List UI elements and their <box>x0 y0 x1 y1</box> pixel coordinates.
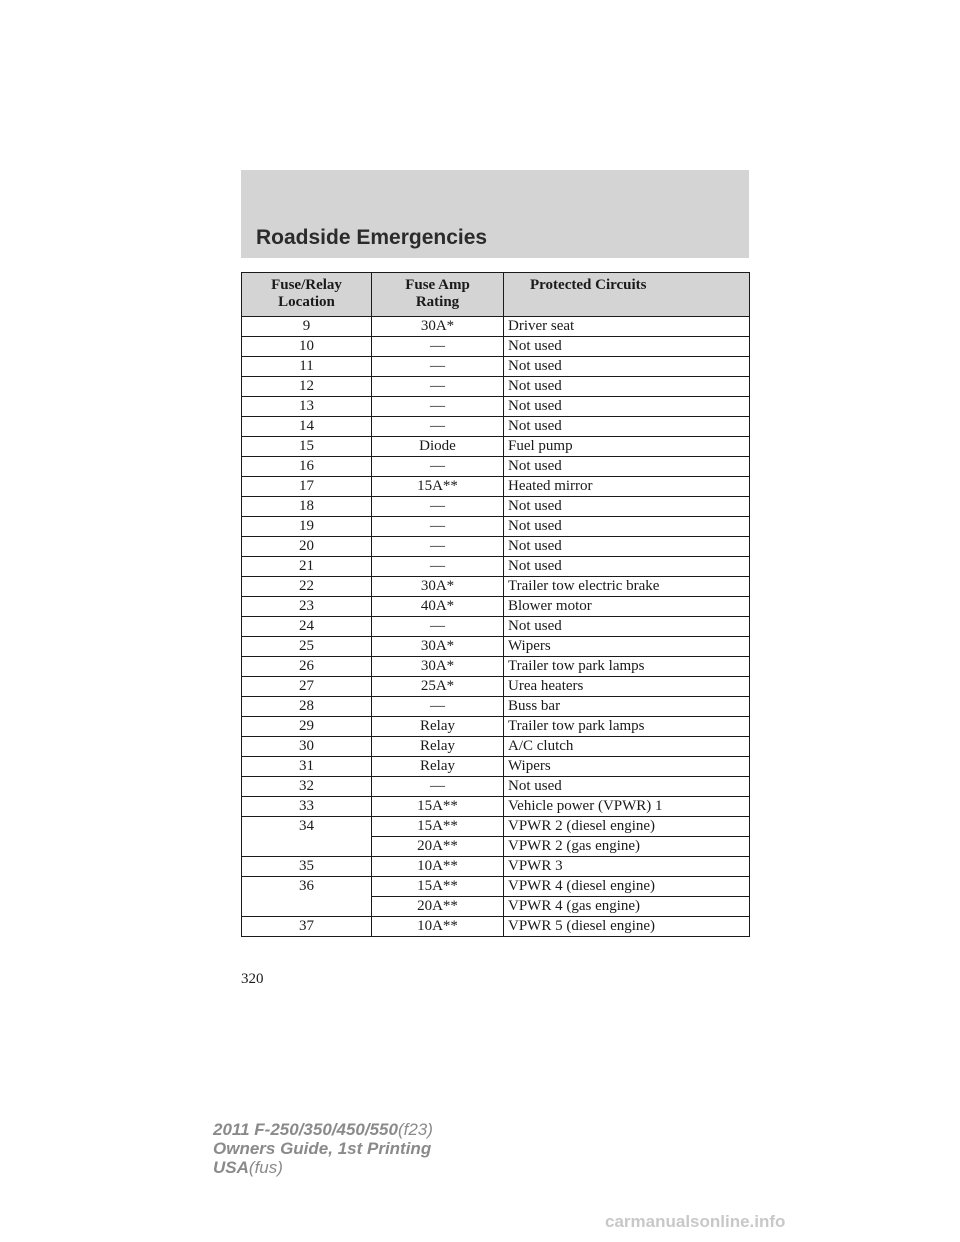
table-row <box>242 537 750 557</box>
cell-location: 31 <box>242 757 372 777</box>
cell-location: 32 <box>242 777 372 797</box>
cell-protected-circuit: Not used <box>504 377 750 397</box>
table-row <box>242 497 750 517</box>
cell-location: 29 <box>242 717 372 737</box>
table-header-row <box>242 273 750 317</box>
cell-amp-rating: 10A** <box>372 917 504 937</box>
cell-location: 12 <box>242 377 372 397</box>
cell-amp-rating: Diode <box>372 437 504 457</box>
fuse-table-body <box>242 317 750 937</box>
cell-location: 10 <box>242 337 372 357</box>
cell-amp-rating: 15A** <box>372 797 504 817</box>
cell-protected-circuit: VPWR 4 (gas engine) <box>504 897 750 917</box>
cell-amp-rating: 30A* <box>372 637 504 657</box>
cell-protected-circuit: VPWR 5 (diesel engine) <box>504 917 750 937</box>
cell-protected-circuit: Not used <box>504 497 750 517</box>
cell-protected-circuit: Not used <box>504 617 750 637</box>
cell-protected-circuit: Wipers <box>504 757 750 777</box>
table-row <box>242 897 750 917</box>
table-row <box>242 837 750 857</box>
cell-amp-rating: 30A* <box>372 657 504 677</box>
section-title: Roadside Emergencies <box>256 226 488 249</box>
cell-location: 15 <box>242 437 372 457</box>
cell-protected-circuit: VPWR 2 (gas engine) <box>504 837 750 857</box>
header-protected-circuits: Protected Circuits <box>504 273 750 317</box>
table-row <box>242 757 750 777</box>
cell-location: 13 <box>242 397 372 417</box>
table-row <box>242 477 750 497</box>
cell-amp-rating: — <box>372 377 504 397</box>
cell-location: 30 <box>242 737 372 757</box>
cell-protected-circuit: Not used <box>504 517 750 537</box>
table-row <box>242 437 750 457</box>
cell-amp-rating: 20A** <box>372 837 504 857</box>
cell-protected-circuit: Wipers <box>504 637 750 657</box>
table-row <box>242 377 750 397</box>
cell-amp-rating: — <box>372 497 504 517</box>
cell-location: 9 <box>242 317 372 337</box>
cell-protected-circuit: Trailer tow park lamps <box>504 717 750 737</box>
cell-location: 24 <box>242 617 372 637</box>
cell-amp-rating: Relay <box>372 737 504 757</box>
table-row <box>242 577 750 597</box>
cell-amp-rating: 10A** <box>372 857 504 877</box>
cell-protected-circuit: Driver seat <box>504 317 750 337</box>
cell-protected-circuit: Trailer tow electric brake <box>504 577 750 597</box>
cell-location: 14 <box>242 417 372 437</box>
cell-protected-circuit: VPWR 2 (diesel engine) <box>504 817 750 837</box>
cell-amp-rating: — <box>372 397 504 417</box>
cell-location: 19 <box>242 517 372 537</box>
header-amp-rating: Fuse Amp Rating <box>372 273 504 317</box>
cell-protected-circuit: Not used <box>504 777 750 797</box>
table-row <box>242 677 750 697</box>
cell-amp-rating: — <box>372 697 504 717</box>
cell-amp-rating: — <box>372 537 504 557</box>
table-row <box>242 337 750 357</box>
cell-amp-rating: 15A** <box>372 877 504 897</box>
cell-amp-rating: — <box>372 557 504 577</box>
table-row <box>242 697 750 717</box>
table-row <box>242 817 750 837</box>
cell-location: 11 <box>242 357 372 377</box>
cell-protected-circuit: Trailer tow park lamps <box>504 657 750 677</box>
cell-location: 16 <box>242 457 372 477</box>
cell-protected-circuit: Not used <box>504 397 750 417</box>
cell-location: 25 <box>242 637 372 657</box>
table-row <box>242 857 750 877</box>
cell-protected-circuit: VPWR 4 (diesel engine) <box>504 877 750 897</box>
table-row <box>242 637 750 657</box>
cell-protected-circuit: Heated mirror <box>504 477 750 497</box>
cell-amp-rating: 15A** <box>372 477 504 497</box>
cell-protected-circuit: A/C clutch <box>504 737 750 757</box>
cell-amp-rating: 40A* <box>372 597 504 617</box>
cell-location: 35 <box>242 857 372 877</box>
cell-location <box>242 837 372 857</box>
table-row <box>242 737 750 757</box>
cell-location: 17 <box>242 477 372 497</box>
cell-location: 18 <box>242 497 372 517</box>
table-row <box>242 797 750 817</box>
cell-location: 26 <box>242 657 372 677</box>
cell-protected-circuit: VPWR 3 <box>504 857 750 877</box>
table-row <box>242 357 750 377</box>
cell-protected-circuit: Vehicle power (VPWR) 1 <box>504 797 750 817</box>
cell-protected-circuit: Not used <box>504 357 750 377</box>
cell-amp-rating: — <box>372 337 504 357</box>
cell-amp-rating: — <box>372 417 504 437</box>
cell-amp-rating: 25A* <box>372 677 504 697</box>
cell-location: 22 <box>242 577 372 597</box>
cell-amp-rating: — <box>372 617 504 637</box>
table-row <box>242 557 750 577</box>
table-row <box>242 517 750 537</box>
footer-line-2: Owners Guide, 1st Printing <box>213 1139 432 1158</box>
cell-protected-circuit: Not used <box>504 417 750 437</box>
cell-protected-circuit: Not used <box>504 537 750 557</box>
cell-amp-rating: Relay <box>372 717 504 737</box>
cell-protected-circuit: Not used <box>504 557 750 577</box>
footer-line-3: USA(fus) <box>213 1158 283 1177</box>
cell-location: 36 <box>242 877 372 897</box>
table-row <box>242 617 750 637</box>
cell-amp-rating: Relay <box>372 757 504 777</box>
cell-location: 28 <box>242 697 372 717</box>
table-row <box>242 717 750 737</box>
cell-amp-rating: 30A* <box>372 577 504 597</box>
cell-location: 27 <box>242 677 372 697</box>
cell-amp-rating: 30A* <box>372 317 504 337</box>
cell-protected-circuit: Not used <box>504 457 750 477</box>
cell-location: 20 <box>242 537 372 557</box>
table-row <box>242 597 750 617</box>
table-row <box>242 317 750 337</box>
table-row <box>242 417 750 437</box>
footer-line-1: 2011 F-250/350/450/550(f23) <box>213 1120 433 1139</box>
cell-amp-rating: — <box>372 517 504 537</box>
cell-location: 21 <box>242 557 372 577</box>
cell-protected-circuit: Blower motor <box>504 597 750 617</box>
table-row <box>242 917 750 937</box>
cell-amp-rating: — <box>372 357 504 377</box>
cell-protected-circuit: Fuel pump <box>504 437 750 457</box>
cell-location: 34 <box>242 817 372 837</box>
table-row <box>242 397 750 417</box>
table-row <box>242 657 750 677</box>
fuse-table <box>241 272 750 937</box>
cell-amp-rating: — <box>372 777 504 797</box>
cell-amp-rating: — <box>372 457 504 477</box>
cell-location: 33 <box>242 797 372 817</box>
watermark: carmanualsonline.info <box>605 1212 786 1231</box>
table-row <box>242 457 750 477</box>
cell-protected-circuit: Urea heaters <box>504 677 750 697</box>
cell-amp-rating: 15A** <box>372 817 504 837</box>
cell-protected-circuit: Not used <box>504 337 750 357</box>
page-number: 320 <box>241 971 264 987</box>
cell-amp-rating: 20A** <box>372 897 504 917</box>
cell-location <box>242 897 372 917</box>
table-row <box>242 777 750 797</box>
cell-location: 37 <box>242 917 372 937</box>
cell-location: 23 <box>242 597 372 617</box>
table-row <box>242 877 750 897</box>
header-location: Fuse/Relay Location <box>242 273 372 317</box>
footer-print-info <box>213 1120 433 1177</box>
cell-protected-circuit: Buss bar <box>504 697 750 717</box>
